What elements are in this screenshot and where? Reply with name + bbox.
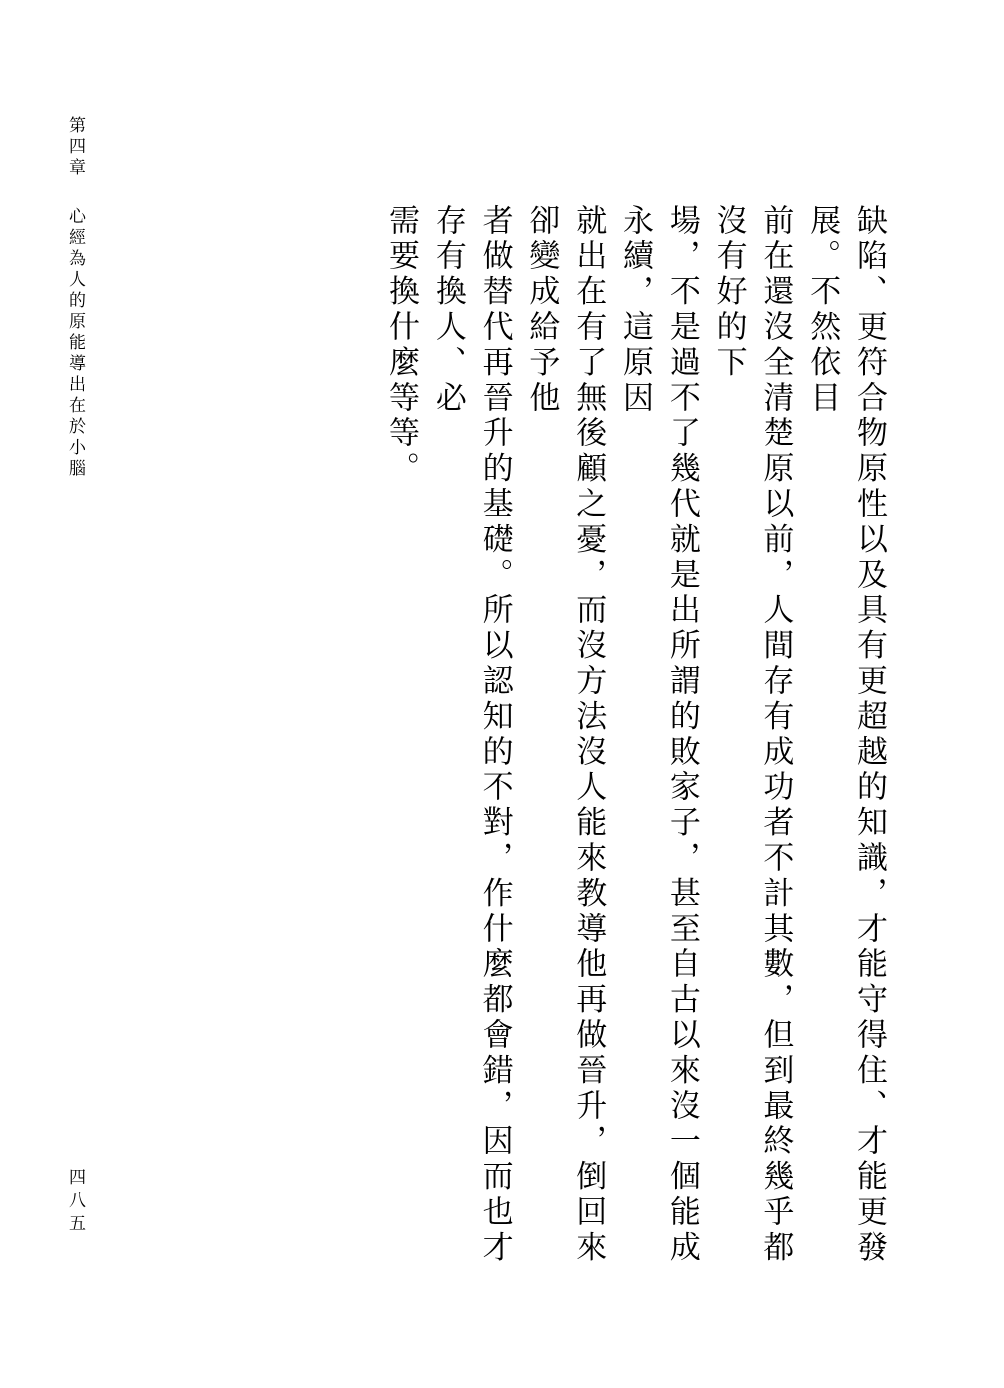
text-column: 需要換什麼等等。 bbox=[383, 204, 420, 488]
text-column: 就出在有了無後顧之憂，而沒方法沒人能來教導他再做晉升，倒回來卻變成給予他 bbox=[523, 204, 607, 1266]
text-column: 缺陷、更符合物原性以及具有更超越的知識，才能守得住、才能更發展。不然依目 bbox=[804, 204, 887, 1266]
running-header bbox=[58, 116, 92, 480]
text-column: 前在還沒全清楚原以前，人間存有成功者不計其數，但到最終幾乎都沒有好的下 bbox=[710, 204, 794, 1266]
text-column: 場，不是過不了幾代就是出所謂的敗家子，甚至自古以來沒一個能成永續，這原因 bbox=[617, 204, 700, 1266]
body-text bbox=[377, 204, 892, 1284]
chapter-title: 心經為人的原能導出在於小腦 bbox=[65, 207, 85, 480]
text-column: 者做替代再晉升的基礎。所以認知的不對，作什麼都會錯，因而也才存有換人、必 bbox=[429, 204, 513, 1266]
page-number: 四八五 bbox=[65, 1168, 85, 1237]
chapter-label: 第四章 bbox=[65, 116, 85, 179]
